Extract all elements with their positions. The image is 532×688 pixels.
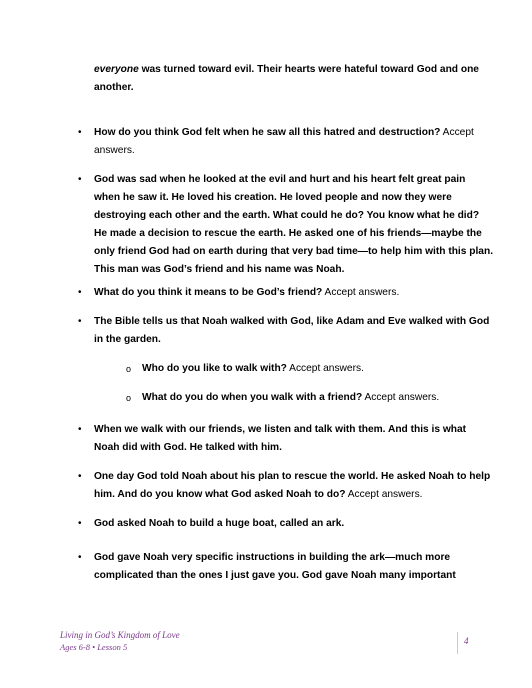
bullet-god-sad-line-5: only friend God had on earth during that very bad time—to help him with this plan. [94, 246, 494, 257]
page-number: 4 [464, 636, 469, 646]
sub-bullet-question-walk-with [142, 360, 364, 378]
bullet-question-feelings-line-1 [94, 124, 474, 142]
bullet-marker: • [78, 424, 82, 435]
bullet-instructions-line-1: God gave Noah very specific instructions in building the ark—much more [94, 552, 451, 563]
bullet-marker: • [78, 316, 82, 327]
bullet-question-gods-friend [94, 284, 399, 302]
footer-subtitle: Ages 6-8 • Lesson 5 [60, 642, 128, 652]
bullet-god-sad-line-4: He made a decision to rescue the earth. He asked one of his friends—maybe the [94, 228, 482, 239]
bullet-god-sad-line-2: when he saw it. He loved his creation. He loved people and now they were [94, 192, 452, 203]
instruction-text: Accept answers. [286, 363, 364, 374]
sub-bullet-marker: o [126, 393, 132, 403]
bullet-noah-walked-line-1: The Bible tells us that Noah walked with God, like Adam and Eve walked with God [94, 316, 490, 327]
question-text: him. And do you know what God asked Noah to do? [94, 489, 346, 500]
bullet-god-sad-line-1: God was sad when he looked at the evil and hurt and his heart felt great pain [94, 174, 466, 185]
bullet-marker: • [78, 127, 82, 138]
bullet-question-feelings-line-2: answers. [94, 145, 135, 156]
emphasis-everyone: everyone [94, 64, 139, 75]
bullet-marker: • [78, 471, 82, 482]
paragraph-continuation-line-1 [94, 61, 479, 79]
instruction-text: Accept [440, 127, 474, 138]
bullet-marker: • [78, 287, 82, 298]
bullet-marker: • [78, 174, 82, 185]
question-text: Who do you like to walk with? [142, 363, 287, 374]
sub-bullet-marker: o [126, 364, 132, 374]
footer-title: Living in God’s Kingdom of Love [60, 630, 180, 640]
instruction-text: Accept answers. [345, 489, 423, 500]
paragraph-text: was turned toward evil. Their hearts were hateful toward God and one [138, 64, 479, 75]
bullet-noah-walked-line-2: in the garden. [94, 334, 161, 345]
bullet-walk-friends-line-1: When we walk with our friends, we listen and talk with them. And this is what [94, 424, 467, 435]
question-text: What do you do when you walk with a friend? [142, 392, 363, 403]
paragraph-continuation-line-2: another. [94, 82, 134, 93]
bullet-plan-rescue-line-1: One day God told Noah about his plan to rescue the world. He asked Noah to help [94, 471, 491, 482]
footer-divider [457, 632, 458, 654]
bullet-god-sad-line-3: destroying each other and the earth. What could he do? You know what he did? [94, 210, 480, 221]
sub-bullet-question-walk-friend [142, 389, 439, 407]
bullet-god-sad-line-6: This man was God’s friend and his name was Noah. [94, 264, 345, 275]
question-text: What do you think it means to be God’s friend? [94, 287, 323, 298]
instruction-text: Accept answers. [322, 287, 400, 298]
bullet-instructions-line-2: complicated than the ones I just gave you. God gave Noah many important [94, 570, 456, 581]
instruction-text: Accept answers. [362, 392, 440, 403]
bullet-marker: • [78, 518, 82, 529]
question-text: How do you think God felt when he saw all this hatred and destruction? [94, 127, 441, 138]
bullet-plan-rescue-line-2 [94, 486, 423, 504]
bullet-build-ark: God asked Noah to build a huge boat, called an ark. [94, 518, 345, 529]
bullet-walk-friends-line-2: Noah did with God. He talked with him. [94, 442, 282, 453]
bullet-marker: • [78, 552, 82, 563]
